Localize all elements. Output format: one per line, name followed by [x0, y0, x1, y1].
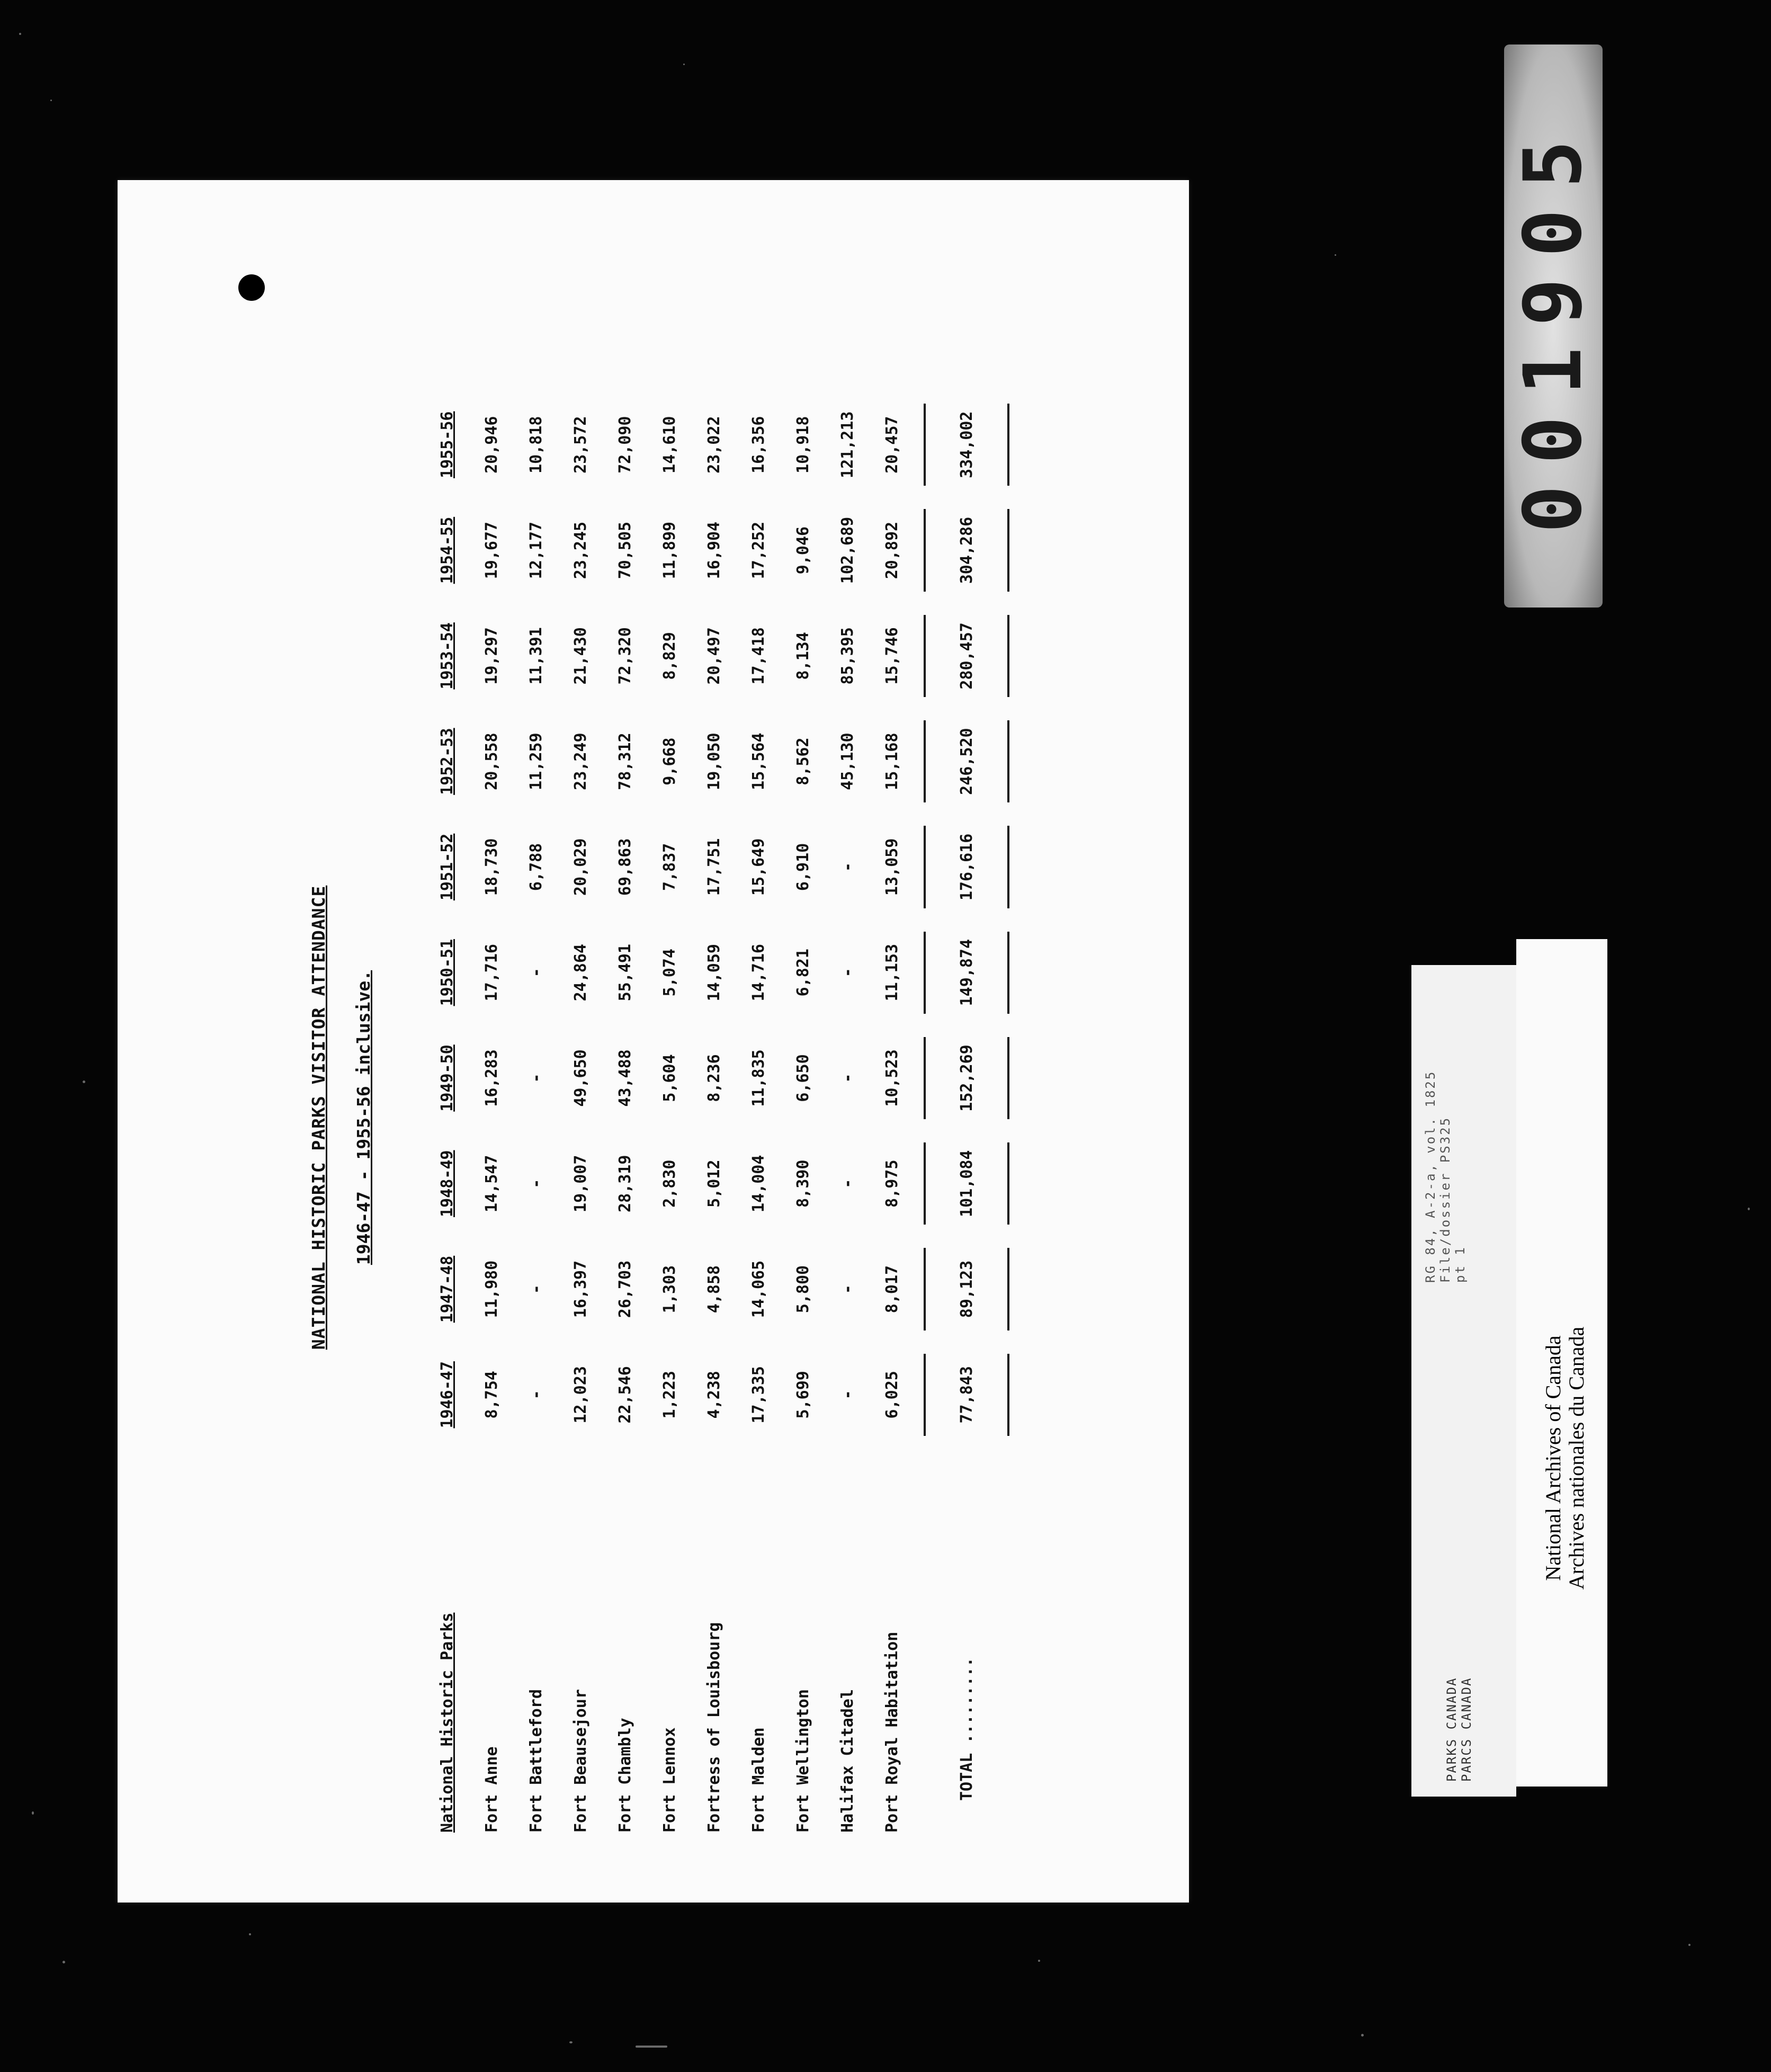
- rule-line: [1007, 720, 1009, 802]
- attendance-value: 14,065: [749, 1260, 768, 1318]
- attendance-value: 102,689: [838, 516, 857, 584]
- attendance-value: 20,029: [571, 838, 590, 896]
- attendance-value: 11,980: [482, 1260, 501, 1318]
- attendance-value: 18,730: [482, 838, 501, 896]
- document-title: NATIONAL HISTORIC PARKS VISITOR ATTENDANCE: [308, 885, 329, 1350]
- rule-line: [924, 720, 926, 802]
- attendance-value: 16,397: [571, 1260, 590, 1318]
- attendance-value: 6,788: [526, 843, 545, 891]
- rule-line: [924, 404, 926, 486]
- attendance-value: 6,910: [793, 843, 812, 891]
- attendance-value: -: [838, 1284, 857, 1294]
- attendance-value: 5,604: [660, 1054, 679, 1102]
- attendance-value: -: [526, 1390, 545, 1400]
- attendance-value: 55,491: [615, 944, 634, 1002]
- national-archives-fr: Archives nationales du Canada: [1564, 1326, 1588, 1590]
- film-speck: [83, 1080, 85, 1083]
- attendance-value: 24,864: [571, 944, 590, 1002]
- attendance-table: [425, 392, 1019, 1833]
- park-name: Port Royal Habitation: [882, 1631, 901, 1833]
- rule-line: [1007, 932, 1009, 1014]
- attendance-value: 26,703: [615, 1260, 634, 1318]
- rule-line: [1007, 1142, 1009, 1225]
- attendance-value: 6,821: [793, 949, 812, 997]
- archive-reference-line: File/dossier PS325: [1438, 1116, 1453, 1283]
- attendance-value: 15,168: [882, 733, 901, 790]
- attendance-value: 14,004: [749, 1155, 768, 1212]
- column-header-year: 1955-56: [437, 411, 457, 478]
- film-speck: [1688, 1944, 1690, 1946]
- attendance-value: -: [526, 968, 545, 978]
- rule-line: [924, 932, 926, 1014]
- attendance-value: 5,800: [793, 1265, 812, 1314]
- attendance-value: 16,904: [704, 521, 723, 579]
- rule-line: [924, 1037, 926, 1119]
- rule-line: [1007, 826, 1009, 908]
- attendance-value: 13,059: [882, 838, 901, 896]
- attendance-value: 15,746: [882, 627, 901, 685]
- column-header-park: National Historic Parks: [437, 1612, 457, 1833]
- parks-canada-en: PARKS CANADA: [1444, 1677, 1459, 1782]
- column-header-year: 1950-51: [437, 939, 457, 1006]
- document-page: [118, 180, 1189, 1903]
- rule-line: [1007, 1037, 1009, 1119]
- rule-line: [924, 615, 926, 697]
- column-header-year: 1949-50: [437, 1044, 457, 1112]
- column-header-year: 1947-48: [437, 1255, 457, 1323]
- attendance-value: 10,918: [793, 416, 812, 474]
- attendance-value: 72,090: [615, 416, 634, 474]
- parks-canada-label-content: [1411, 965, 1516, 1797]
- attendance-value: 11,835: [749, 1049, 768, 1107]
- table-header-row: [425, 392, 469, 1833]
- table-row: [514, 392, 558, 1833]
- attendance-value: 16,283: [482, 1049, 501, 1107]
- rule-line: [1007, 1248, 1009, 1330]
- attendance-value: -: [838, 1178, 857, 1189]
- attendance-value: 6,650: [793, 1054, 812, 1102]
- rule-line: [1007, 1354, 1009, 1436]
- attendance-value: 17,252: [749, 521, 768, 579]
- table-row: [736, 392, 781, 1833]
- rule-line: [924, 1142, 926, 1225]
- column-header-year: 1951-52: [437, 833, 457, 901]
- table-row: [692, 392, 736, 1833]
- attendance-value: 23,572: [571, 416, 590, 474]
- document-subtitle: 1946-47 - 1955-56 inclusive.: [353, 970, 374, 1265]
- attendance-value: -: [838, 1073, 857, 1083]
- table-row: [647, 392, 692, 1833]
- total-value: 152,269: [957, 1044, 976, 1112]
- park-name: Fort Chambly: [615, 1718, 634, 1833]
- total-value: 176,616: [957, 833, 976, 901]
- attendance-value: 20,946: [482, 416, 501, 474]
- attendance-value: 72,320: [615, 627, 634, 685]
- film-speck: [1748, 1208, 1750, 1210]
- total-value: 334,002: [957, 411, 976, 478]
- total-row: [935, 392, 998, 1833]
- attendance-value: 70,505: [615, 521, 634, 579]
- park-name: Halifax Citadel: [838, 1689, 857, 1833]
- total-value: 304,286: [957, 516, 976, 584]
- rule-line: [1007, 404, 1009, 486]
- frame-number-block: [1504, 44, 1603, 608]
- attendance-value: 1,223: [660, 1371, 679, 1419]
- total-value: 280,457: [957, 622, 976, 690]
- attendance-value: 19,007: [571, 1155, 590, 1212]
- attendance-value: -: [526, 1178, 545, 1189]
- film-speck: [636, 2046, 667, 2048]
- table-row: [558, 392, 603, 1833]
- rule-line: [924, 826, 926, 908]
- attendance-value: 11,899: [660, 521, 679, 579]
- attendance-value: -: [838, 968, 857, 978]
- total-value: 89,123: [957, 1260, 976, 1318]
- attendance-value: 12,023: [571, 1366, 590, 1424]
- rule-line: [924, 1248, 926, 1330]
- attendance-value: 23,022: [704, 416, 723, 474]
- attendance-value: 21,430: [571, 627, 590, 685]
- attendance-value: 22,546: [615, 1366, 634, 1424]
- park-name: Fort Anne: [482, 1746, 501, 1833]
- attendance-value: 1,303: [660, 1265, 679, 1314]
- attendance-value: 11,259: [526, 733, 545, 790]
- film-speck: [50, 100, 52, 101]
- national-archives-label-content: [1516, 939, 1607, 1787]
- total-value: 77,843: [957, 1366, 976, 1424]
- attendance-value: 8,754: [482, 1371, 501, 1419]
- attendance-value: 49,650: [571, 1049, 590, 1107]
- attendance-value: 8,134: [793, 632, 812, 680]
- rotated-document-content: [118, 392, 1018, 1833]
- attendance-value: 5,012: [704, 1159, 723, 1208]
- attendance-value: 16,356: [749, 416, 768, 474]
- total-separator-top: [914, 392, 935, 1833]
- attendance-value: 10,818: [526, 416, 545, 474]
- film-speck: [32, 1811, 34, 1815]
- column-header-year: 1946-47: [437, 1361, 457, 1428]
- attendance-value: 8,236: [704, 1054, 723, 1102]
- film-speck: [1335, 254, 1336, 256]
- column-header-year: 1954-55: [437, 516, 457, 584]
- attendance-value: 85,395: [838, 627, 857, 685]
- column-header-year: 1953-54: [437, 622, 457, 690]
- attendance-value: -: [526, 1284, 545, 1294]
- total-value: 149,874: [957, 939, 976, 1006]
- attendance-value: 14,059: [704, 944, 723, 1002]
- attendance-value: 45,130: [838, 733, 857, 790]
- attendance-value: 20,892: [882, 521, 901, 579]
- attendance-value: 15,564: [749, 733, 768, 790]
- archive-reference-line: pt 1: [1453, 1246, 1468, 1283]
- attendance-value: 17,716: [482, 944, 501, 1002]
- attendance-value: 2,830: [660, 1159, 679, 1208]
- punch-hole: [238, 274, 265, 301]
- parks-canada-text: [1444, 1677, 1474, 1782]
- total-value: 246,520: [957, 728, 976, 795]
- parks-canada-label: [1411, 965, 1516, 1797]
- attendance-value: 8,829: [660, 632, 679, 680]
- total-label: TOTAL .........: [957, 1657, 976, 1801]
- table-body: [469, 392, 1019, 1833]
- table-row: [469, 392, 514, 1833]
- park-name: Fort Battleford: [526, 1689, 545, 1833]
- attendance-value: 11,391: [526, 627, 545, 685]
- park-name: Fort Lennox: [660, 1727, 679, 1833]
- table-row: [825, 392, 870, 1833]
- attendance-value: 69,863: [615, 838, 634, 896]
- attendance-value: 121,213: [838, 411, 857, 478]
- attendance-value: 78,312: [615, 733, 634, 790]
- attendance-value: 7,837: [660, 843, 679, 891]
- attendance-value: 14,547: [482, 1155, 501, 1212]
- film-speck: [62, 1961, 65, 1963]
- column-header-year: 1952-53: [437, 728, 457, 795]
- column-header-year: 1948-49: [437, 1150, 457, 1217]
- attendance-value: 5,074: [660, 949, 679, 997]
- rule-line: [924, 509, 926, 591]
- attendance-value: 17,335: [749, 1366, 768, 1424]
- rule-line: [924, 1354, 926, 1436]
- park-name: Fort Wellington: [793, 1689, 812, 1833]
- attendance-value: 20,497: [704, 627, 723, 685]
- attendance-value: -: [526, 1073, 545, 1083]
- attendance-value: -: [838, 1390, 857, 1400]
- frame-number: 001905: [1507, 119, 1599, 533]
- attendance-value: 23,245: [571, 521, 590, 579]
- attendance-value: 6,025: [882, 1371, 901, 1419]
- national-archives-en: National Archives of Canada: [1541, 1335, 1565, 1581]
- attendance-value: 4,238: [704, 1371, 723, 1419]
- park-name: Fortress of Louisbourg: [704, 1622, 723, 1833]
- film-speck: [683, 64, 685, 65]
- attendance-value: 8,975: [882, 1159, 901, 1208]
- attendance-value: 15,649: [749, 838, 768, 896]
- film-speck: [19, 33, 21, 35]
- park-name: Fort Beausejour: [571, 1689, 590, 1833]
- rule-line: [1007, 509, 1009, 591]
- attendance-value: 9,046: [793, 526, 812, 575]
- total-value: 101,084: [957, 1150, 976, 1217]
- attendance-value: 12,177: [526, 521, 545, 579]
- attendance-value: 28,319: [615, 1155, 634, 1212]
- attendance-value: 19,297: [482, 627, 501, 685]
- film-speck: [1361, 2034, 1364, 2037]
- table-row: [781, 392, 825, 1833]
- attendance-value: 17,418: [749, 627, 768, 685]
- film-speck: [1038, 1960, 1040, 1962]
- national-archives-text: [1542, 1130, 1588, 1787]
- archive-reference-line: RG 84, A-2-a, vol. 1825: [1423, 1070, 1438, 1283]
- attendance-value: 43,488: [615, 1049, 634, 1107]
- attendance-value: 8,562: [793, 737, 812, 785]
- attendance-value: -: [838, 862, 857, 872]
- attendance-value: 14,716: [749, 944, 768, 1002]
- attendance-value: 19,050: [704, 733, 723, 790]
- park-name: Fort Malden: [749, 1727, 768, 1833]
- attendance-value: 23,249: [571, 733, 590, 790]
- attendance-value: 8,017: [882, 1265, 901, 1314]
- attendance-value: 17,751: [704, 838, 723, 896]
- national-archives-label: [1516, 939, 1607, 1787]
- attendance-value: 8,390: [793, 1159, 812, 1208]
- film-speck: [249, 1933, 251, 1935]
- attendance-value: 10,523: [882, 1049, 901, 1107]
- archive-reference: [1423, 1070, 1468, 1283]
- attendance-value: 9,668: [660, 737, 679, 785]
- table-row: [603, 392, 647, 1833]
- attendance-value: 11,153: [882, 944, 901, 1002]
- attendance-value: 4,858: [704, 1265, 723, 1314]
- total-separator-bottom: [998, 392, 1019, 1833]
- table-row: [870, 392, 914, 1833]
- attendance-value: 14,610: [660, 416, 679, 474]
- attendance-value: 5,699: [793, 1371, 812, 1419]
- rule-line: [1007, 615, 1009, 697]
- parks-canada-fr: PARCS CANADA: [1459, 1677, 1474, 1782]
- attendance-value: 19,677: [482, 521, 501, 579]
- attendance-value: 20,457: [882, 416, 901, 474]
- attendance-value: 20,558: [482, 733, 501, 790]
- film-speck: [569, 2041, 573, 2043]
